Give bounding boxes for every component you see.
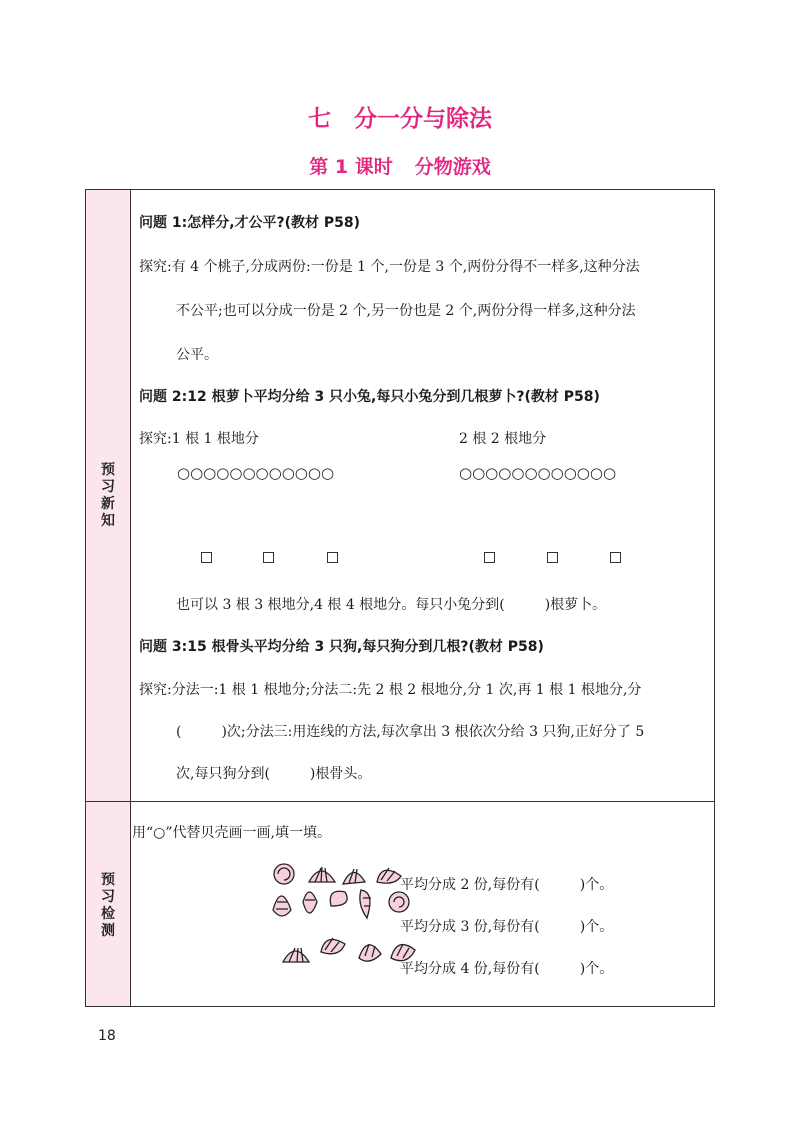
fill-item-3: 平均分成 3 份,每份有( )个。	[400, 919, 614, 935]
rabbit-box	[327, 552, 338, 563]
q3-explore-line1: 探究:分法一:1 根 1 根地分;分法二:先 2 根 2 根地分,分 1 次,再 1 根 1 根地分,分	[139, 682, 642, 698]
seashell-icon	[389, 892, 409, 912]
seashell-icon	[273, 896, 291, 916]
lesson-title	[0, 152, 800, 179]
section-label-cell	[86, 190, 131, 801]
q3-explore-line2: ( )次;分法三:用连线的方法,每次拿出 3 根依次分给 3 只狗,正好分了 5	[176, 724, 645, 740]
question-1-title: 问题 1:怎样分,才公平?(教材 P58)	[139, 215, 361, 231]
question-2-title: 问题 2:12 根萝卜平均分给 3 只小兔,每只小兔分到几根萝卜?(教材 P58)	[139, 389, 600, 405]
seashell-icon	[343, 869, 365, 884]
carrot-circles-left: ○○○○○○○○○○○○	[177, 464, 335, 482]
q1-explore-line2: 不公平;也可以分成一份是 2 个,另一份也是 2 个,两份分得一样多,这种分法	[176, 303, 636, 319]
section-label: 预 习 检 测	[101, 872, 115, 939]
check-instruction: 用“○”代替贝壳画一画,填一填。	[132, 825, 331, 841]
q2-also-line: 也可以 3 根 3 根地分,4 根 4 根地分。每只小兔分到( )根萝卜。	[176, 597, 607, 613]
q2-explore-right: 2 根 2 根地分	[459, 431, 547, 447]
seashell-icon	[321, 938, 345, 954]
q2-explore-left: 探究:1 根 1 根地分	[139, 431, 259, 447]
rabbit-box	[547, 552, 558, 563]
chapter-title: 七 分一分与除法	[308, 106, 492, 132]
seashell-icon	[303, 892, 317, 913]
q1-explore-line3: 公平。	[176, 347, 218, 363]
q1-explore-line1: 探究:有 4 个桃子,分成两份:一份是 1 个,一份是 3 个,两份分得不一样多,这种分法	[139, 259, 640, 275]
lesson-number: 第 1 课时	[309, 156, 393, 178]
rabbit-box	[201, 552, 212, 563]
fill-item-4: 平均分成 4 份,每份有( )个。	[400, 961, 614, 977]
seashell-icon	[283, 948, 309, 962]
section-label-cell	[86, 802, 131, 1006]
preview-section	[86, 190, 714, 802]
fill-item-2: 平均分成 2 份,每份有( )个。	[400, 877, 614, 893]
worksheet-table	[85, 189, 715, 1007]
lesson-name: 分物游戏	[414, 156, 491, 178]
page-number: 18	[98, 1028, 116, 1044]
carrot-circles-right: ○○○○○○○○○○○○	[459, 464, 617, 482]
seashell-icon	[274, 864, 294, 884]
section-label: 预 习 新 知	[101, 462, 115, 529]
rabbit-box	[610, 552, 621, 563]
seashell-icon	[377, 868, 401, 883]
question-3-title: 问题 3:15 根骨头平均分给 3 只狗,每只狗分到几根?(教材 P58)	[139, 639, 544, 655]
check-section	[86, 802, 714, 1006]
seashell-icon	[359, 944, 381, 961]
q3-explore-line3: 次,每只狗分到( )根骨头。	[176, 766, 372, 782]
rabbit-box	[263, 552, 274, 563]
rabbit-box	[484, 552, 495, 563]
seashell-icon	[360, 890, 371, 918]
seashell-icon	[309, 867, 335, 882]
seashell-icon	[330, 891, 347, 906]
